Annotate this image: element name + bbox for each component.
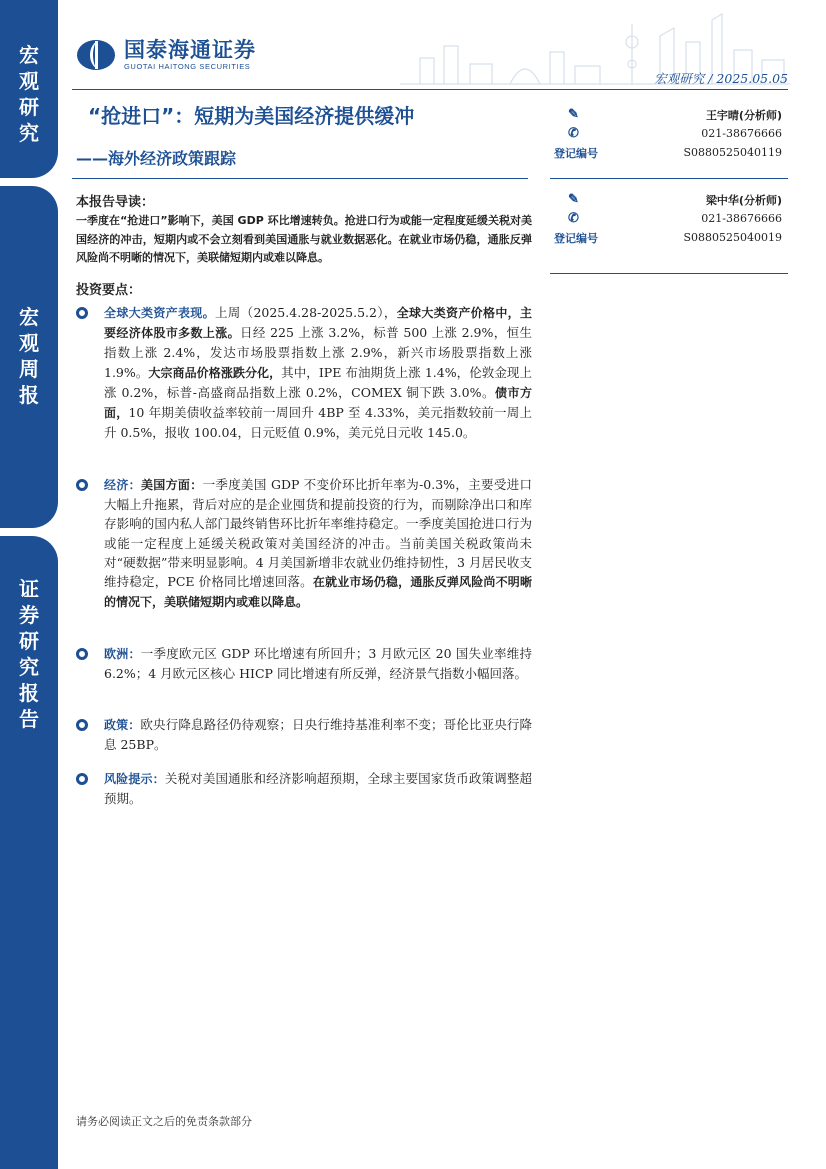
point-bold-text: 全球大类资产价格中，主要经济体股市多数上涨。	[104, 306, 532, 341]
logo-mark-icon	[76, 39, 116, 71]
point-text: 10 年期美债收益率较前一周回升 4BP 至 4.33%，美元指数较前一周上升 0.5%，报收 100.04，日元贬值 0.9%，美元兑日元收 145.0。	[104, 405, 532, 441]
point-keyword: 经济：	[104, 478, 141, 492]
tab-char: 观	[19, 331, 39, 355]
phone-icon: ✆	[568, 211, 579, 226]
tab-char: 究	[19, 655, 39, 679]
report-title: “抢进口”：短期为美国经济提供缓冲	[88, 104, 415, 128]
bullet-icon	[76, 307, 88, 319]
report-category: 宏观研究	[654, 71, 705, 86]
analyst-name: 梁中华(分析师)	[705, 193, 782, 207]
bullet-icon	[76, 773, 88, 785]
tab-char: 观	[19, 69, 39, 93]
analyst-divider	[550, 273, 788, 274]
point-text: 一季度美国 GDP 不变价环比折年率为-0.3%，主要受进口大幅上升拖累，背后对应的是企业囤货和提前投资的行为，而剔除净出口和库存影响的国内私人部门最终销售环比折年率维持稳定。一季度美国抢进口行为或能一定程度上延缓关税政策对美国经济的冲击。当前美国关税政策尚未对“硬数据”带来明显影响。4 月美国新增非农就业仍维持韧性，3 月居民收支维持稳定，PCE 价格同比增速回落。	[104, 477, 532, 590]
analyst-name: 王宇晴(分析师)	[705, 108, 782, 122]
point-keyword: 政策：	[104, 718, 141, 732]
tab-char: 宏	[19, 43, 39, 67]
analyst-divider	[550, 178, 788, 179]
header-separator: /	[708, 71, 713, 86]
tab-char: 告	[19, 707, 39, 731]
company-logo	[76, 38, 256, 71]
report-date: 2025.05.05	[716, 71, 788, 86]
point-text: 关税对美国通胀和经济影响超预期，全球主要国家货币政策调整超预期。	[104, 771, 532, 807]
bullet-icon	[76, 479, 88, 491]
intro-heading: 本报告导读：	[76, 195, 155, 210]
sidebar-tab-securities-report	[0, 536, 58, 1169]
tab-char: 证	[19, 577, 39, 601]
tab-char: 报	[19, 681, 39, 705]
point-bold-text: 大宗商品价格涨跌分化，	[148, 365, 282, 380]
analyst-phone: 021-38676666	[701, 127, 782, 140]
disclaimer-footer: 请务必阅读正文之后的免责条款部分	[76, 1115, 252, 1128]
point-bold-text: 在就业市场仍稳，通胀反弹风险尚不明晰的情况下，美联储短期内或难以降息。	[104, 575, 532, 610]
point-bold-text: 债市方面，	[104, 385, 532, 421]
bullet-icon	[76, 719, 88, 731]
key-point-risk	[76, 769, 532, 808]
key-point-assets	[76, 303, 532, 442]
key-point-policy	[76, 715, 532, 754]
tab-char: 报	[19, 383, 39, 407]
analyst-card	[550, 190, 788, 247]
registration-number: S0880525040019	[683, 231, 782, 244]
tab-char: 宏	[19, 305, 39, 329]
point-text: 一季度欧元区 GDP 环比增速有所回升；3 月欧元区 20 国失业率维持 6.2%；4 月欧元区核心 HICP 同比增速有所反弹，经济景气指数小幅回落。	[104, 646, 532, 682]
registration-label: 登记编号	[554, 231, 598, 245]
report-subtitle: ——海外经济政策跟踪	[76, 149, 237, 168]
tab-char: 券	[19, 603, 39, 627]
person-icon: ✎	[568, 192, 579, 207]
sidebar-tab-macro-research	[0, 0, 58, 178]
phone-icon: ✆	[568, 126, 579, 141]
sidebar-tab-macro-weekly	[0, 186, 58, 528]
point-text: 日经 225 上涨 3.2%，标普 500 上涨 2.9%，恒生指数上涨 2.4%，发达市场股票指数上涨 2.9%，新兴市场股票指数上涨 1.9%。	[104, 325, 532, 380]
point-keyword: 欧洲：	[104, 647, 141, 661]
registration-label: 登记编号	[554, 146, 598, 160]
analyst-phone: 021-38676666	[701, 212, 782, 225]
key-points-heading: 投资要点：	[76, 283, 142, 298]
header-category-date	[654, 69, 788, 87]
tab-char: 研	[19, 629, 39, 653]
point-text: 其中，IPE 布油期货上涨 1.4%，伦敦金现上涨 0.2%，标普-高盛商品指数上涨 0.2%，COMEX 铜下跌 3.0%。	[104, 364, 532, 400]
title-divider	[72, 178, 528, 179]
point-bold-text: 美国方面：	[140, 478, 203, 492]
analyst-card	[550, 105, 788, 162]
registration-number: S0880525040119	[683, 146, 782, 159]
key-point-economy	[76, 475, 532, 612]
key-point-europe	[76, 644, 532, 683]
logo-name-cn: 国泰海通证券	[124, 38, 256, 62]
tab-char: 研	[19, 95, 39, 119]
header-divider	[72, 89, 788, 90]
logo-name-en: GUOTAI HAITONG SECURITIES	[124, 62, 251, 71]
tab-char: 究	[19, 121, 39, 145]
point-text: 欧央行降息路径仍待观察；日央行维持基准利率不变；哥伦比亚央行降息 25BP。	[104, 717, 532, 753]
point-keyword: 风险提示：	[104, 772, 165, 786]
intro-body: 一季度在“抢进口”影响下，美国 GDP 环比增速转负。抢进口行为或能一定程度延缓关税对美国经济的冲击，短期内或不会立刻看到美国通胀与就业数据恶化。在就业市场仍稳，通胀反弹风险尚不明晰的情况下，美联储短期内或难以降息。	[76, 214, 532, 264]
point-keyword: 全球大类资产表现。	[104, 306, 215, 320]
point-text: 上周（2025.4.28-2025.5.2），	[214, 305, 397, 320]
bullet-icon	[76, 648, 88, 660]
tab-char: 周	[19, 357, 39, 381]
person-icon: ✎	[568, 107, 579, 122]
